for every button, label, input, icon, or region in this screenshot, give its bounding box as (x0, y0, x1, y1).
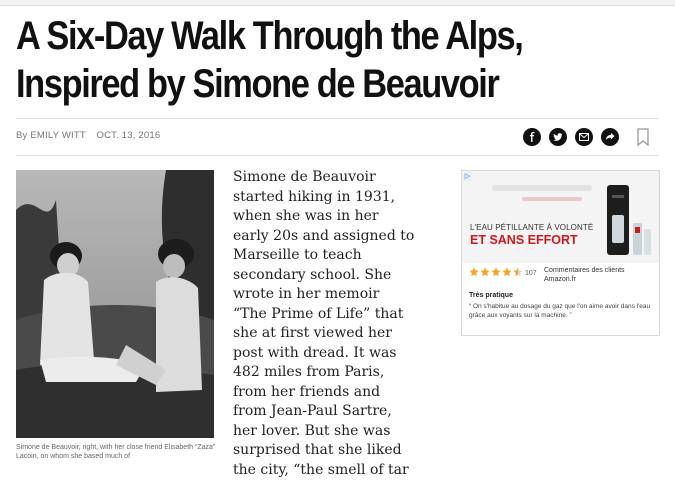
body-line: from her friends and (233, 383, 429, 403)
body-line: 482 miles from Paris, (233, 363, 429, 383)
photo-caption: Simone de Beauvoir, right, with her close friend Elisabeth “Zaza” Lacoin, on whom she based much of (16, 443, 216, 461)
body-line: surprised that she liked (233, 441, 429, 461)
body-line: the city, “the smell of tar (233, 461, 429, 480)
ad-review-count: 107 (525, 270, 537, 277)
body-line: post with dread. It was (233, 344, 429, 364)
article-photo (16, 170, 214, 438)
body-line: she at first viewed her (233, 324, 429, 344)
title-line-2: Inspired by Simone de Beauvoir (16, 60, 566, 108)
body-line: from Jean-Paul Sartre, (233, 402, 429, 422)
photo-illustration (16, 170, 214, 438)
star-icon (480, 267, 490, 277)
body-line: when she was in her (233, 207, 429, 227)
email-icon[interactable] (575, 128, 593, 146)
body-line: secondary school. She (233, 266, 429, 286)
body-line: wrote in her memoir (233, 285, 429, 305)
ad-choices-icon[interactable]: ▷ (463, 172, 472, 181)
ad-review-quote: “ On s'habitue au dosage du gaz que l'on aime avoir dans l'eau grâce aux voyants sur la machine. ” (469, 303, 654, 320)
body-line: her lover. But she was (233, 422, 429, 442)
star-icon (502, 267, 512, 277)
browser-top-strip (0, 0, 675, 6)
share-arrow-icon[interactable] (601, 128, 619, 146)
byline (16, 130, 160, 141)
body-line: early 20s and assigned to (233, 227, 429, 247)
ad-headline-big: ET SANS EFFORT (470, 233, 578, 247)
title-divider (16, 118, 659, 119)
body-line: started hiking in 1931, (233, 188, 429, 208)
star-icon (491, 267, 501, 277)
ad-reviews-line1: Commentaires des clients (544, 266, 625, 275)
ad-banner[interactable] (462, 171, 659, 263)
byline-divider (16, 155, 659, 156)
ad-product-image (462, 171, 659, 263)
bookmark-icon[interactable] (636, 128, 650, 146)
sidebar-ad[interactable] (461, 170, 660, 336)
ad-reviews-source[interactable] (544, 266, 625, 284)
byline-prefix: By (16, 130, 28, 141)
star-half-icon (513, 267, 523, 277)
facebook-icon[interactable] (523, 128, 541, 146)
ad-star-rating (469, 267, 523, 277)
publish-date: OCT. 13, 2016 (97, 130, 161, 141)
ad-reviews-line2: Amazon.fr (544, 275, 625, 284)
body-line: Marseille to teach (233, 246, 429, 266)
title-line-1: A Six-Day Walk Through the Alps, (16, 12, 566, 60)
ad-review-title: Très pratique (469, 292, 513, 299)
article-title (16, 12, 566, 108)
share-toolbar (523, 128, 619, 146)
twitter-icon[interactable] (549, 128, 567, 146)
author-link[interactable]: EMILY WITT (30, 130, 85, 141)
article-body (233, 168, 429, 480)
body-line: Simone de Beauvoir (233, 168, 429, 188)
star-icon (469, 267, 479, 277)
body-line: “The Prime of Life” that (233, 305, 429, 325)
ad-headline-small: L'EAU PÉTILLANTE À VOLONTÉ (470, 223, 593, 232)
